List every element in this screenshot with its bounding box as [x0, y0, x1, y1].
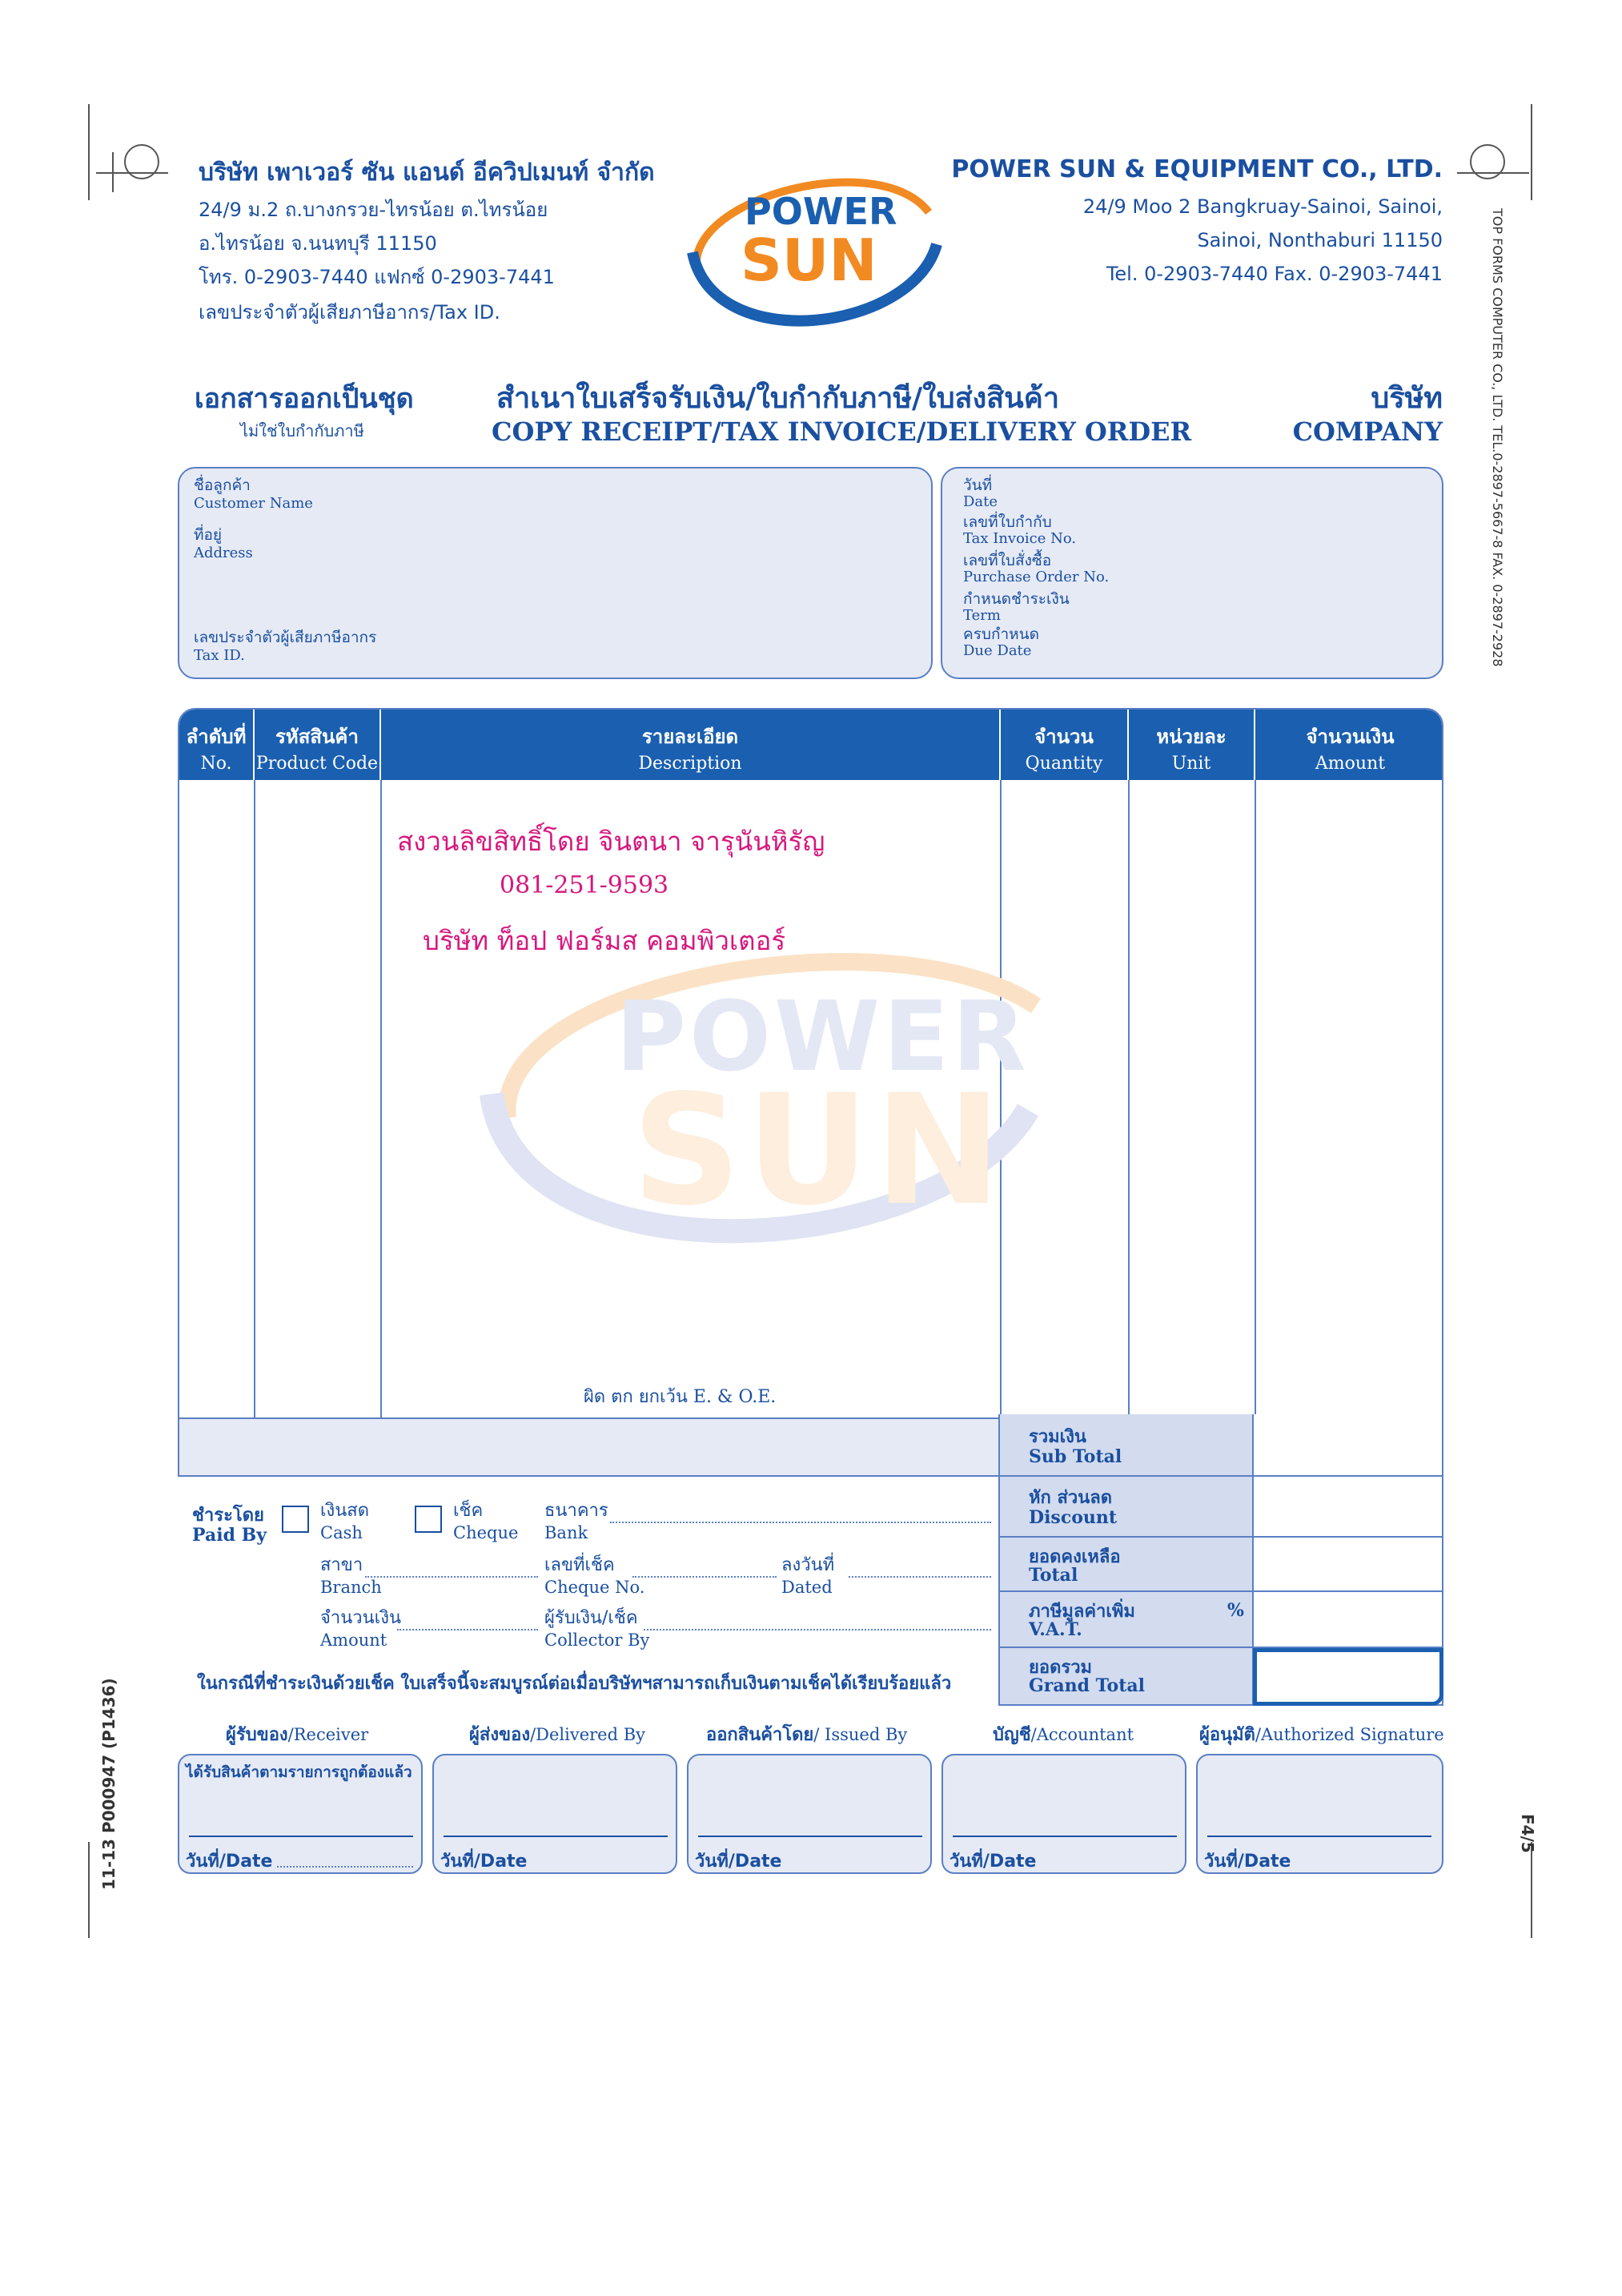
collector-field[interactable]: [644, 1629, 991, 1631]
signature-title-issued: ออกสินค้าโดย/ Issued By: [706, 1725, 908, 1745]
total-label-en: Total: [1029, 1565, 1078, 1586]
cash-label-en: Cash: [320, 1523, 363, 1542]
customer-taxid-label-en: Tax ID.: [194, 647, 245, 664]
signature-box-receiver[interactable]: [178, 1754, 423, 1874]
document-info-panel: [941, 467, 1443, 679]
signature-row: [178, 1714, 1443, 1882]
company-phone-th: โทร. 0-2903-7440 แฟกซ์ 0-2903-7441: [199, 266, 555, 288]
subtotal-label-th: รวมเงิน: [1029, 1427, 1086, 1447]
company-name-th: บริษัท เพาเวอร์ ซัน แอนด์ อีควิปเมนท์ จำกัด: [199, 159, 655, 187]
grand-total-label-en: Grand Total: [1029, 1675, 1145, 1696]
amount-field[interactable]: [397, 1629, 538, 1631]
customer-panel: [178, 467, 933, 679]
subtotal-label-en: Sub Total: [1029, 1446, 1122, 1467]
tax-invoice-no-label-en: Tax Invoice No.: [963, 530, 1077, 547]
dated-label-en: Dated: [781, 1578, 833, 1597]
company-address-en-2: Sainoi, Nonthaburi 11150: [1197, 229, 1443, 251]
authorized-date-label: วันที่/Date: [1204, 1852, 1291, 1872]
customer-name-label-en: Customer Name: [194, 495, 313, 512]
header-product-code: รหัสสินค้า Product Code: [255, 710, 381, 780]
term-label-en: Term: [963, 607, 1001, 624]
bank-label-th: ธนาคาร: [544, 1501, 608, 1521]
po-no-label-th: เลขที่ใบสั่งซื้อ: [963, 552, 1052, 569]
collector-label-th: ผู้รับเงิน/เช็ค: [544, 1608, 638, 1628]
paid-by-label-th: ชำระโดย: [192, 1506, 264, 1526]
logo-text-sun: SUN: [741, 227, 877, 294]
dated-field[interactable]: [849, 1576, 991, 1578]
amount-label-th: จำนวนเงิน: [320, 1608, 401, 1628]
signature-title-receiver: ผู้รับของ/Receiver: [226, 1725, 369, 1745]
signature-title-delivered: ผู้ส่งของ/Delivered By: [469, 1725, 646, 1745]
copy-for-th: บริษัท: [1371, 382, 1443, 415]
form-code: 11-13 P000947 (P1436): [99, 1678, 118, 1890]
cheque-no-label-th: เลขที่เช็ค: [544, 1555, 615, 1575]
signature-box-issued[interactable]: [687, 1754, 932, 1874]
cash-checkbox[interactable]: [282, 1506, 309, 1533]
receiver-confirm-note: ได้รับสินค้าตามรายการถูกต้องแล้ว: [186, 1763, 412, 1781]
cheque-no-field[interactable]: [632, 1576, 777, 1578]
po-no-label-en: Purchase Order No.: [963, 569, 1110, 585]
cash-label-th: เงินสด: [320, 1501, 370, 1521]
company-name-en: POWER SUN & EQUIPMENT CO., LTD.: [951, 155, 1443, 183]
header-unit: หน่วยละ Unit: [1129, 710, 1255, 780]
copyright-company: บริษัท ท็อป ฟอร์มส คอมพิวเตอร์: [423, 925, 786, 956]
branch-field[interactable]: [365, 1576, 538, 1578]
branch-label-en: Branch: [320, 1578, 382, 1597]
tax-invoice-no-label-th: เลขที่ใบกำกับ: [963, 513, 1052, 531]
header-description: รายละเอียด Description: [381, 710, 1001, 780]
cheque-no-label-en: Cheque No.: [544, 1578, 645, 1597]
customer-name-label-th: ชื่อลูกค้า: [194, 476, 251, 494]
copyright-owner: สงวนลิขสิทธิ์โดย จินตนา จารุนันหิรัญ: [397, 826, 825, 857]
copy-for-en: COMPANY: [1292, 416, 1443, 447]
summary-box: [998, 1414, 1443, 1706]
vat-label-en: V.A.T.: [1029, 1619, 1082, 1640]
dated-label-th: ลงวันที่: [781, 1555, 835, 1575]
grand-total-label-th: ยอดรวม: [1029, 1658, 1093, 1678]
doc-title-en: COPY RECEIPT/TAX INVOICE/DELIVERY ORDER: [492, 416, 1192, 447]
address-label-th: ที่อยู่: [194, 526, 223, 544]
items-table: [178, 708, 1443, 1477]
header-no: ลำดับที่ No.: [179, 710, 255, 780]
discount-label-th: หัก ส่วนลด: [1029, 1488, 1113, 1508]
not-tax-invoice-label: ไม่ใช่ใบกำกับภาษี: [240, 421, 364, 440]
logo-text-power: POWER: [745, 190, 897, 233]
printer-info: TOP FORMS COMPUTER CO., LTD. TEL.0-2897-5667-8 FAX. 0-2897-2928: [1490, 208, 1505, 667]
header-amount: จำนวนเงิน Amount: [1306, 726, 1395, 774]
doc-set-label: เอกสารออกเป็นชุด: [195, 383, 414, 415]
cheque-note: ในกรณีที่ชำระเงินด้วยเช็ค ใบเสร็จนี้จะสมบูรณ์ต่อเมื่อบริษัทฯสามารถเก็บเงินตามเช็คได้เรียบร้อยแล้ว: [197, 1674, 952, 1694]
branch-label-th: สาขา: [320, 1555, 363, 1575]
company-address-en-1: 24/9 Moo 2 Bangkruay-Sainoi, Sainoi,: [1082, 195, 1443, 218]
copy-number: F4/5: [1518, 1814, 1537, 1853]
receiver-date-label: วันที่/Date: [186, 1852, 273, 1872]
cheque-label-en: Cheque: [453, 1523, 519, 1542]
signature-box-authorized[interactable]: [1196, 1754, 1443, 1874]
company-taxid-label: เลขประจำตัวผู้เสียภาษีอากร/Tax ID.: [199, 301, 500, 324]
date-label-en: Date: [963, 493, 998, 510]
discount-label-en: Discount: [1029, 1507, 1118, 1528]
grand-total-box[interactable]: [1253, 1648, 1443, 1706]
customer-taxid-label-th: เลขประจำตัวผู้เสียภาษีอากร: [194, 629, 377, 646]
signature-title-accountant: บัญชี/Accountant: [993, 1725, 1134, 1745]
date-label-th: วันที่: [963, 476, 993, 494]
amount-label-en: Amount: [320, 1631, 387, 1650]
collector-label-en: Collector By: [544, 1631, 650, 1650]
accountant-date-label: วันที่/Date: [950, 1852, 1037, 1872]
doc-title-th: สำเนาใบเสร็จรับเงิน/ใบกำกับภาษี/ใบส่งสินค้า: [496, 382, 1060, 415]
address-label-en: Address: [194, 545, 253, 561]
header-quantity: จำนวน Quantity: [1001, 710, 1129, 780]
delivered-date-label: วันที่/Date: [440, 1852, 528, 1872]
vat-label-th: ภาษีมูลค่าเพิ่ม: [1029, 1602, 1135, 1622]
cheque-label-th: เช็ค: [453, 1501, 484, 1521]
table-header: [179, 710, 1443, 780]
bank-field[interactable]: [610, 1522, 991, 1523]
company-phone-en: Tel. 0-2903-7440 Fax. 0-2903-7441: [1106, 263, 1443, 285]
signature-title-authorized: ผู้อนุมัติ/Authorized Signature: [1199, 1725, 1444, 1745]
due-date-label-en: Due Date: [963, 642, 1032, 659]
signature-box-delivered[interactable]: [432, 1754, 677, 1874]
total-label-th: ยอดคงเหลือ: [1029, 1547, 1121, 1567]
company-address-th-1: 24/9 ม.2 ถ.บางกรวย-ไทรน้อย ต.ไทรน้อย: [199, 199, 548, 221]
signature-box-accountant[interactable]: [941, 1754, 1186, 1874]
vat-percent: %: [1227, 1600, 1244, 1621]
copyright-phone: 081-251-9593: [500, 871, 669, 899]
due-date-label-th: ครบกำหนด: [963, 625, 1039, 643]
company-address-th-2: อ.ไทรน้อย จ.นนทบุรี 11150: [199, 232, 437, 255]
bank-label-en: Bank: [544, 1523, 588, 1542]
company-logo: [681, 148, 945, 332]
watermark-sun: SUN: [632, 1062, 1007, 1239]
issued-date-label: วันที่/Date: [695, 1852, 782, 1872]
paid-by-label-en: Paid By: [192, 1525, 267, 1546]
term-label-th: กำหนดชำระเงิน: [963, 590, 1070, 608]
cheque-checkbox[interactable]: [415, 1506, 442, 1533]
watermark-power: POWER: [616, 982, 1030, 1093]
eoe-note: ผิด ตก ยกเว้น E. & O.E.: [584, 1387, 777, 1407]
